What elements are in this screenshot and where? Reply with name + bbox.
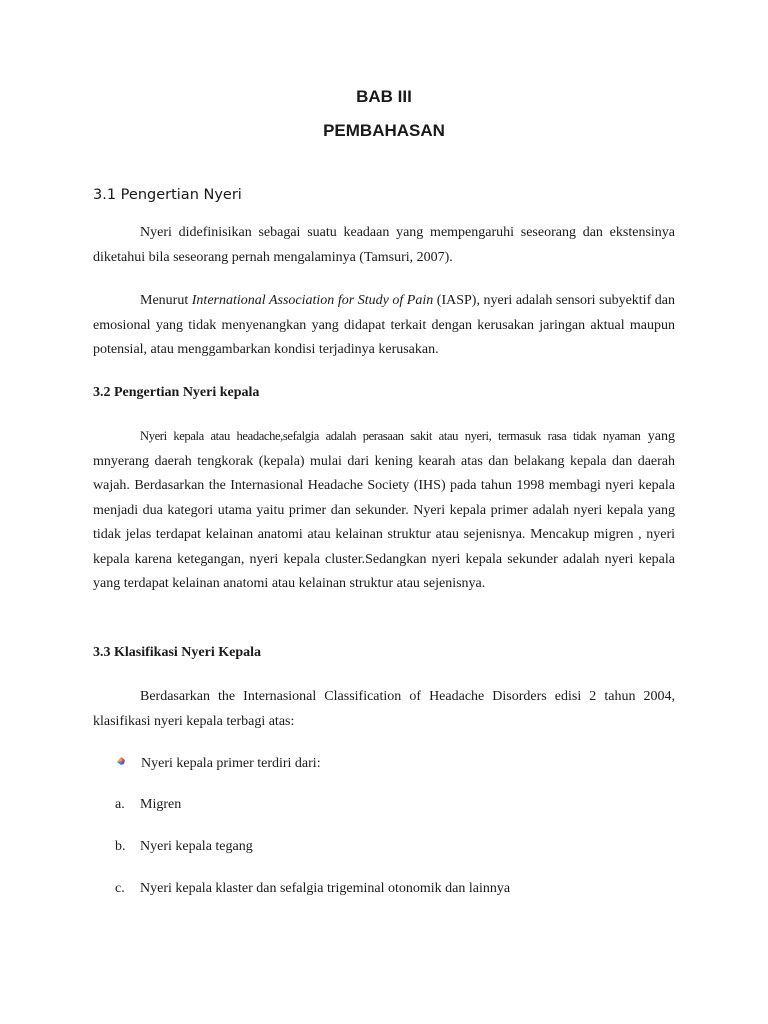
paragraph-nyeri-kepala-rest: yang mnyerang daerah tengkorak (kepala) mulai dari kening kearah atas dan belakang kepala dan daerah wajah. Berdasarkan the Internasional Headache Society (IHS) pada tahun 1998 membagi nyeri kepala menjadi dua kategori utama yaitu primer dan sekunder. Nyeri kepala primer adalah nyeri kepala yang tidak jelas terdapat kelainan anatomi atau kelainan struktur atau sejenisnya. Mencakup migren , nyeri kepala karena ketegangan, nyeri kepala cluster.Sedangkan nyeri kepala sekunder adalah nyeri kepala yang terdapat kelainan anatomi atau kelainan struktur atau sejenisnya. [93,429,676,591]
list-marker: c. [115,881,125,896]
list-marker: a. [115,797,125,812]
paragraph-iasp-definition [93,289,675,363]
section-heading-3-3: 3.3 Klasifikasi Nyeri Kepala [93,645,261,660]
paragraph-iasp-text-before: Menurut [140,293,192,308]
paragraph-nyeri-kepala-lead: Nyeri kepala atau headache,sefalgia adalah perasaan sakit atau nyeri, termasuk rasa tidak nyaman [140,429,641,443]
list-item-b [115,838,253,856]
section-heading-3-2: 3.2 Pengertian Nyeri kepala [93,385,260,400]
chapter-title: PEMBAHASAN [323,121,445,140]
bullet-item-text: Nyeri kepala primer terdiri dari: [141,756,321,772]
iasp-organization-name: International Association for Study of Pain [191,293,434,308]
bullet-item-primer [115,755,321,773]
list-item-text: Nyeri kepala klaster dan sefalgia trigeminal otonomik dan lainnya [140,881,511,896]
list-item-text: Migren [140,797,182,812]
list-item-text: Nyeri kepala tegang [140,839,253,854]
list-item-c [115,880,510,898]
paragraph-nyeri-kepala [93,424,675,597]
section-heading-3-1: 3.1 Pengertian Nyeri [93,187,242,203]
colorful-bullet-icon [115,755,141,773]
paragraph-definition-nyeri: Nyeri didefinisikan sebagai suatu keadaan yang mempengaruhi seseorang dan ekstensinya diketahui bila seseorang pernah mengalaminya (Tamsuri, 2007). [93,225,675,265]
paragraph-ichd-classification: Berdasarkan the Internasional Classification of Headache Disorders edisi 2 tahun 2004, klasifikasi nyeri kepala terbagi atas: [93,689,675,729]
chapter-number: BAB III [356,87,412,106]
paragraph-iasp-text-after: (IASP), nyeri adalah sensori subyektif dan emosional yang tidak menyenangkan yang didapat terkait dengan kerusakan jaringan aktual maupun potensial, atau menggambarkan kondisi terjadinya kerusakan. [93,293,675,357]
list-item-a [115,796,181,814]
list-marker: b. [115,839,126,854]
